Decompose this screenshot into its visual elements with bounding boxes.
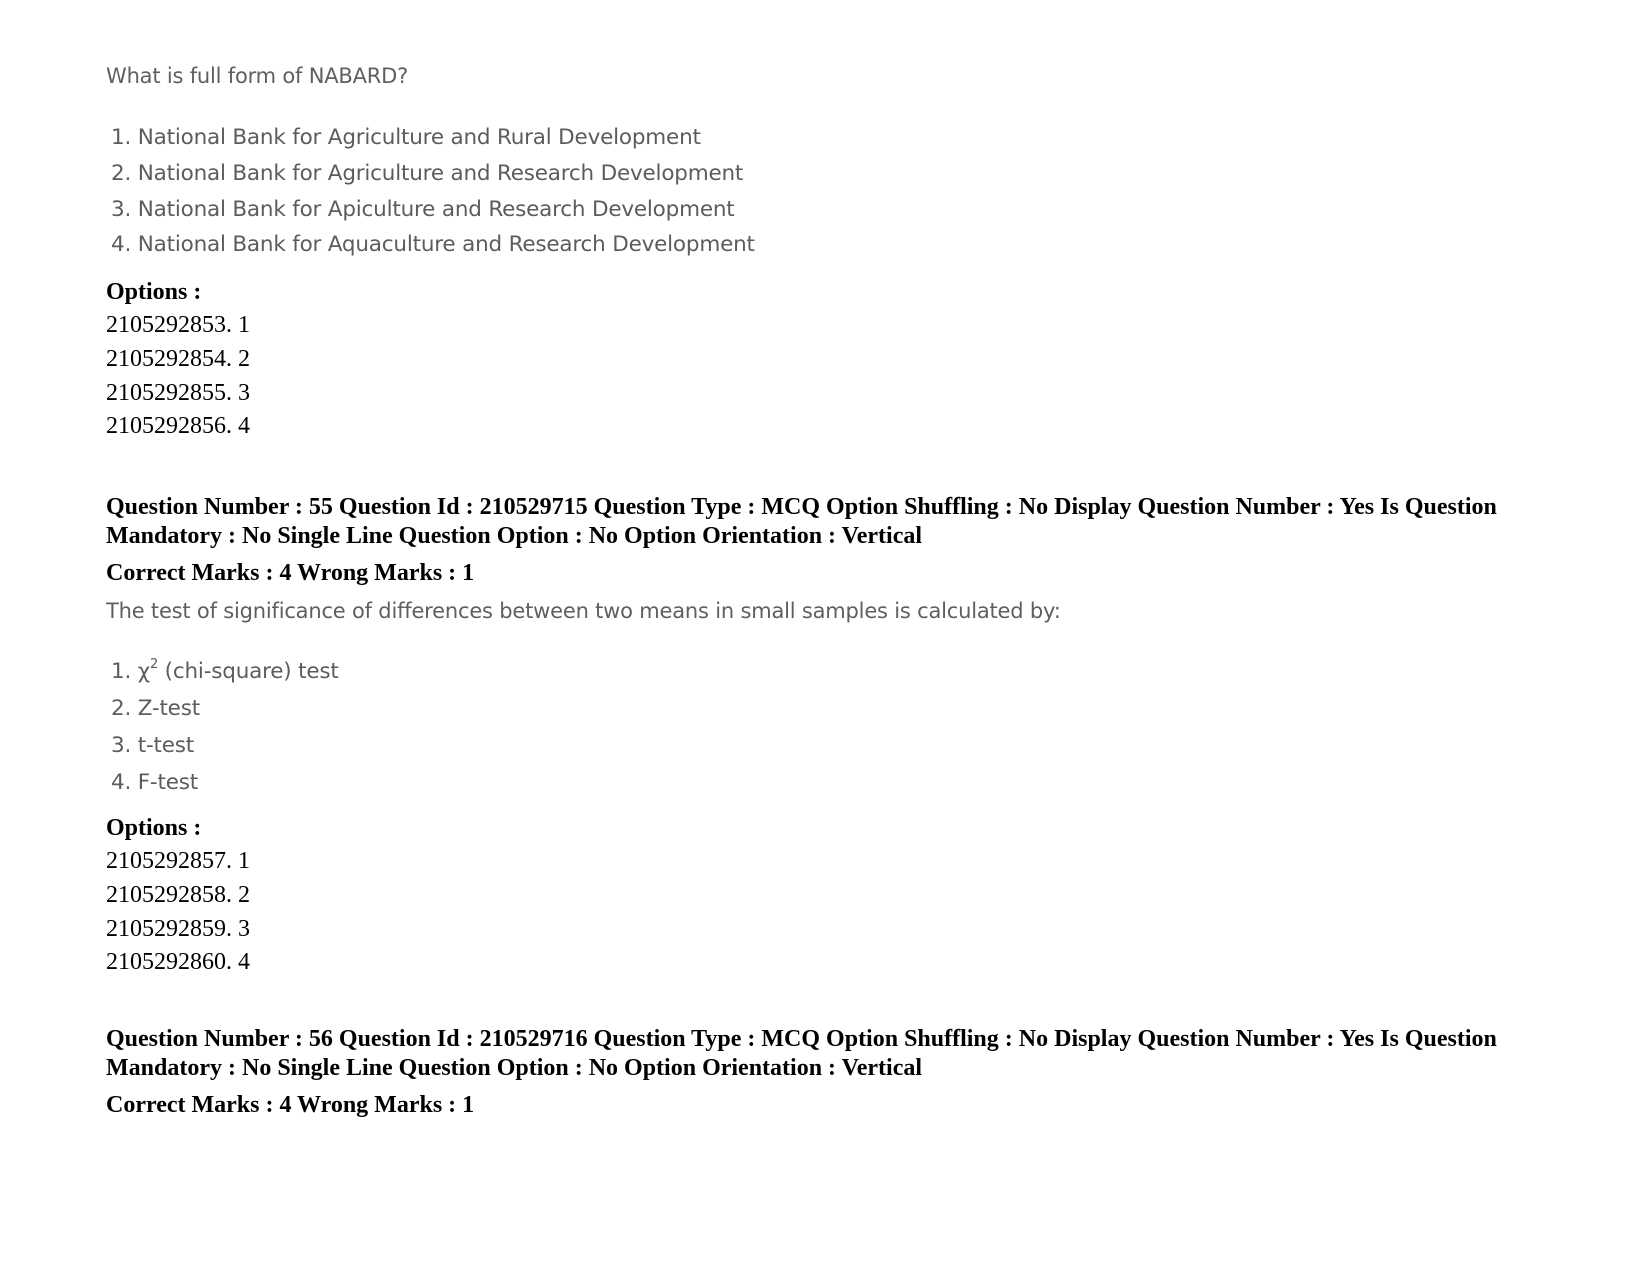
option-id-line: 2105292853. 1 <box>106 312 250 338</box>
answer-choice-4: 4. National Bank for Aquaculture and Research Development <box>111 232 755 257</box>
option-id-line: 2105292855. 3 <box>106 380 250 406</box>
question-text: The test of significance of differences between two means in small samples is calculated by: <box>106 599 1061 623</box>
option-id-line: 2105292857. 1 <box>106 848 250 874</box>
answer-choice-4: 4. F-test <box>111 770 198 795</box>
options-heading: Options : <box>106 279 202 305</box>
marks-line: Correct Marks : 4 Wrong Marks : 1 <box>106 1092 475 1118</box>
superscript: 2 <box>149 656 159 672</box>
marks-line: Correct Marks : 4 Wrong Marks : 1 <box>106 560 475 586</box>
question-metadata: Question Number : 56 Question Id : 210529716 Question Type : MCQ Option Shuffling : No Display Question Number : Yes Is Question Mandatory : No Single Line Question Option : No Option Orientation : Vertical <box>106 1026 1497 1081</box>
option-id-line: 2105292854. 2 <box>106 346 250 372</box>
option-id-line: 2105292860. 4 <box>106 949 250 975</box>
option-id-line: 2105292859. 3 <box>106 916 250 942</box>
answer-choice-1 <box>111 656 339 684</box>
option-id-line: 2105292856. 4 <box>106 413 250 439</box>
choice-prefix: 1. χ <box>111 659 150 684</box>
answer-choice-2: 2. National Bank for Agriculture and Research Development <box>111 161 744 186</box>
answer-choice-1: 1. National Bank for Agriculture and Rural Development <box>111 125 701 150</box>
answer-choice-3: 3. t-test <box>111 733 195 758</box>
answer-choice-2: 2. Z-test <box>111 696 200 721</box>
answer-choice-3: 3. National Bank for Apiculture and Research Development <box>111 197 735 222</box>
choice-suffix: (chi-square) test <box>158 659 339 684</box>
question-text: What is full form of NABARD? <box>106 64 409 88</box>
options-heading: Options : <box>106 815 202 841</box>
question-metadata: Question Number : 55 Question Id : 210529715 Question Type : MCQ Option Shuffling : No Display Question Number : Yes Is Question Mandatory : No Single Line Question Option : No Option Orientation : Vertical <box>106 494 1497 549</box>
option-id-line: 2105292858. 2 <box>106 882 250 908</box>
